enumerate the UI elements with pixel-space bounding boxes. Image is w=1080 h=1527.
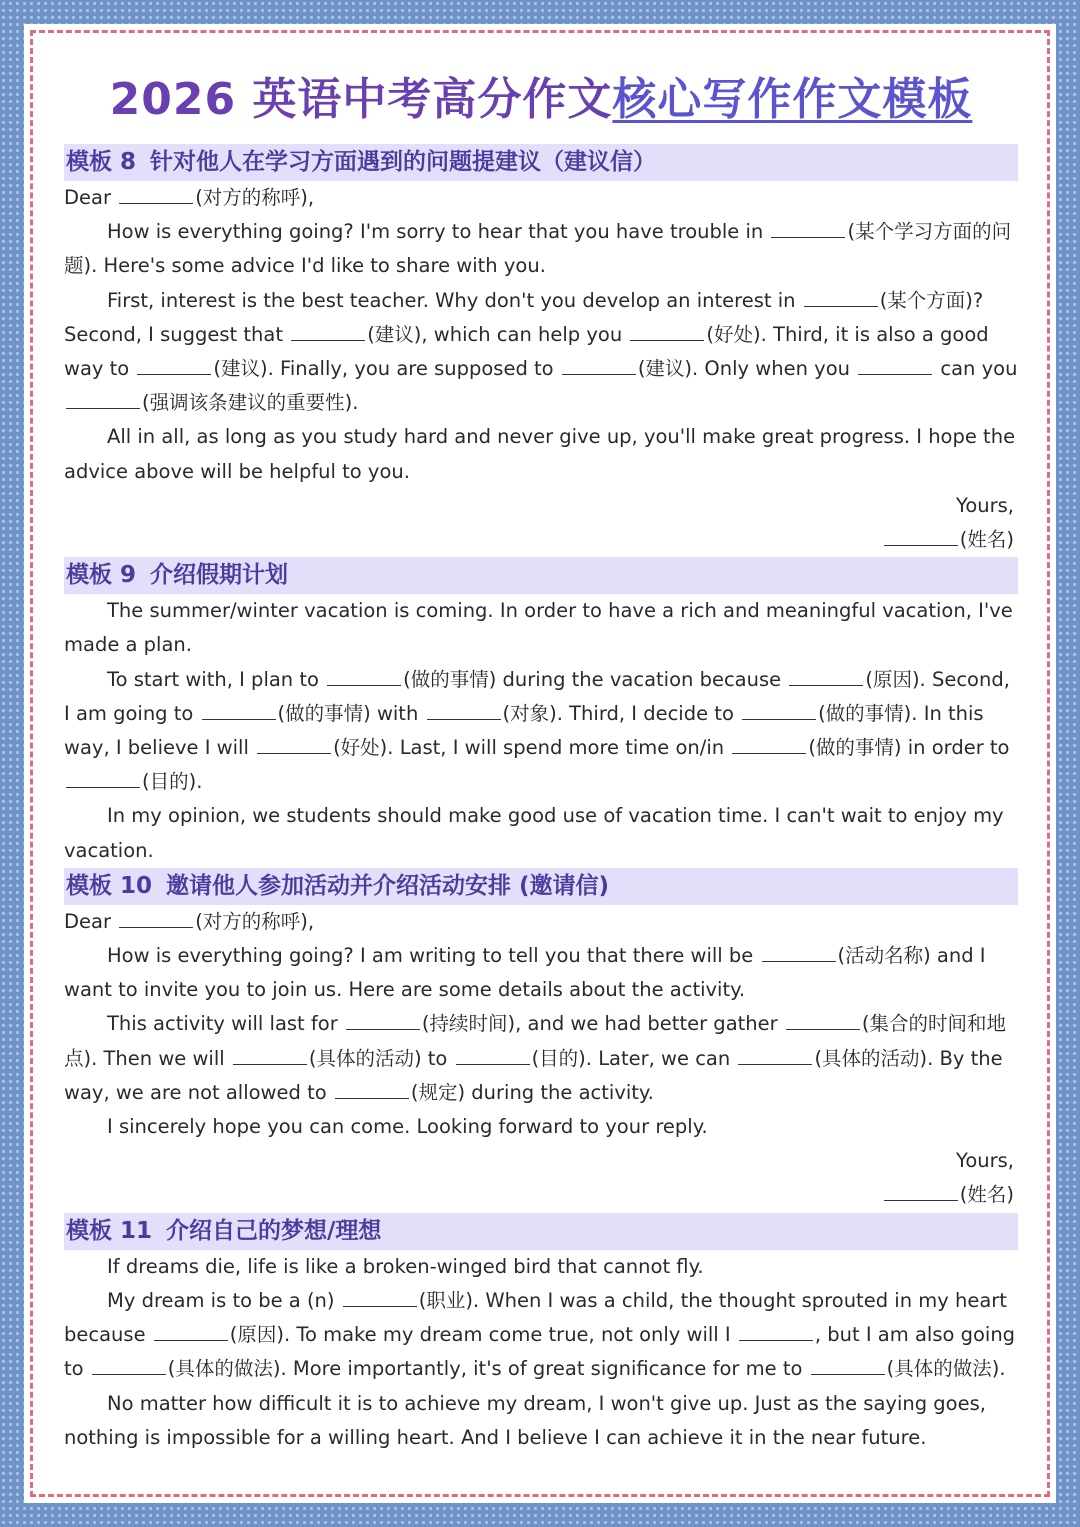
blank-line bbox=[66, 769, 140, 788]
text: How is everything going? I am writing to tell you that there will be bbox=[107, 944, 760, 968]
blank-line bbox=[291, 322, 365, 341]
text: (具体的做法). bbox=[886, 1357, 1006, 1381]
text: (强调该条建议的重要性). bbox=[142, 391, 359, 415]
text: My dream is to be a (n) bbox=[107, 1288, 341, 1312]
template-label: 模板 10 bbox=[66, 872, 153, 899]
blank-line bbox=[739, 1322, 813, 1341]
blank-line bbox=[346, 1011, 420, 1030]
paragraph: No matter how difficult it is to achieve my dream, I won't give up. Just as the saying goes, nothing is impossible for a willing heart. And I believe I can achieve it in the near future. bbox=[64, 1391, 986, 1449]
signature-text: (姓名) bbox=[959, 528, 1014, 552]
blank-line bbox=[789, 667, 863, 686]
blank-line bbox=[858, 356, 932, 375]
blank-line bbox=[92, 1356, 166, 1375]
blank-line bbox=[884, 1182, 958, 1201]
greeting bbox=[64, 181, 1018, 215]
template-label: 模板 8 bbox=[66, 149, 137, 175]
text: (原因). Second, I am going to bbox=[64, 667, 1010, 725]
greeting-pre: Dear bbox=[64, 909, 118, 933]
blank-line bbox=[804, 288, 878, 307]
text: (建议). Finally, you are supposed to bbox=[213, 357, 560, 381]
paragraph: If dreams die, life is like a broken-winged bird that cannot fly. bbox=[107, 1254, 704, 1278]
blank-line bbox=[327, 667, 401, 686]
template-11 bbox=[64, 1213, 1018, 1455]
text: (做的事情). In this way, I believe I will bbox=[64, 701, 984, 760]
blank-line bbox=[742, 701, 816, 720]
paragraph bbox=[64, 284, 1018, 421]
signature bbox=[64, 1178, 1018, 1212]
text: (持续时间), and we had better gather bbox=[421, 1012, 784, 1036]
text: (原因). To make my dream come true, not only will I bbox=[229, 1323, 737, 1347]
text: (好处). Last, I will spend more time on/in bbox=[333, 736, 731, 760]
template-heading: 介绍假期计划 bbox=[150, 562, 289, 589]
page-sheet bbox=[24, 24, 1056, 1503]
blank-line bbox=[257, 735, 331, 754]
blank-line bbox=[884, 527, 958, 546]
signature-text: (姓名) bbox=[959, 1183, 1014, 1207]
text: (某个方面)? Second, I suggest that bbox=[64, 288, 984, 346]
title-highlight: 核心写作作文模板 bbox=[612, 74, 973, 125]
blank-line bbox=[119, 185, 193, 204]
blank-line bbox=[233, 1046, 307, 1065]
text: can you bbox=[934, 357, 1018, 381]
paragraph: The summer/winter vacation is coming. In order to have a rich and meaningful vacation, I've made a plan. bbox=[64, 599, 1013, 657]
blank-line bbox=[456, 1046, 530, 1065]
blank-line bbox=[786, 1011, 860, 1030]
text: (建议). Only when you bbox=[637, 357, 857, 381]
blank-line bbox=[119, 909, 193, 928]
text: , but I am also going to bbox=[64, 1323, 1016, 1381]
blank-line bbox=[343, 1288, 417, 1307]
text: (目的). Later, we can bbox=[531, 1046, 737, 1070]
blank-line bbox=[771, 219, 845, 238]
section-heading bbox=[64, 557, 1018, 594]
paragraph bbox=[64, 1284, 1018, 1387]
text: (活动名称) and I want to invite you to join us. Here are some details about the activity. bbox=[64, 944, 986, 1002]
text: To start with, I plan to bbox=[107, 667, 326, 691]
greeting-post: (对方的称呼), bbox=[195, 909, 315, 933]
text: This activity will last for bbox=[107, 1012, 344, 1036]
blank-line bbox=[66, 390, 140, 409]
template-heading: 介绍自己的梦想/理想 bbox=[166, 1217, 382, 1244]
text: (目的). bbox=[142, 770, 203, 794]
blank-line bbox=[154, 1322, 228, 1341]
blank-line bbox=[811, 1356, 885, 1375]
section-heading bbox=[64, 144, 1018, 181]
text: (做的事情) during the vacation because bbox=[403, 667, 788, 691]
greeting bbox=[64, 905, 1018, 939]
template-8 bbox=[64, 144, 1018, 557]
blank-line bbox=[202, 701, 276, 720]
blank-line bbox=[762, 943, 836, 962]
text: How is everything going? I'm sorry to hear that you have trouble in bbox=[107, 220, 770, 244]
title-main: 2026 英语中考高分作文 bbox=[109, 74, 613, 125]
blank-line bbox=[427, 701, 501, 720]
text: (做的事情) in order to bbox=[808, 736, 1010, 760]
text: (具体的活动) to bbox=[308, 1046, 454, 1070]
text: (具体的活动). By the way, we are not allowed to bbox=[64, 1046, 1003, 1104]
blank-line bbox=[738, 1046, 812, 1065]
blank-line bbox=[732, 735, 806, 754]
text: (某个学习方面的问题). Here's some advice I'd like to share with you. bbox=[64, 220, 1012, 278]
closing: Yours, bbox=[956, 1149, 1014, 1173]
template-label: 模板 11 bbox=[66, 1217, 153, 1244]
blank-line bbox=[137, 356, 211, 375]
section-heading bbox=[64, 868, 1018, 905]
paragraph bbox=[64, 215, 1018, 283]
paragraph: I sincerely hope you can come. Looking forward to your reply. bbox=[107, 1115, 708, 1139]
template-10 bbox=[64, 868, 1018, 1213]
text: First, interest is the best teacher. Why don't you develop an interest in bbox=[107, 288, 802, 312]
greeting-post: (对方的称呼), bbox=[195, 186, 315, 209]
text: (具体的做法). More importantly, it's of great significance for me to bbox=[167, 1357, 809, 1381]
text: (对象). Third, I decide to bbox=[502, 701, 741, 725]
content bbox=[64, 70, 1018, 1455]
blank-line bbox=[562, 356, 636, 375]
template-label: 模板 9 bbox=[66, 562, 137, 589]
template-9 bbox=[64, 557, 1018, 868]
text: (职业). When I was a child, the thought sprouted in my heart because bbox=[64, 1288, 1007, 1347]
greeting-pre: Dear bbox=[64, 186, 118, 209]
template-heading: 邀请他人参加活动并介绍活动安排 (邀请信) bbox=[166, 872, 610, 899]
paragraph bbox=[64, 663, 1018, 800]
text: (做的事情) with bbox=[277, 701, 425, 725]
blank-line bbox=[335, 1080, 409, 1099]
template-heading: 针对他人在学习方面遇到的问题提建议（建议信） bbox=[150, 149, 657, 175]
blank-line bbox=[630, 322, 704, 341]
paragraph bbox=[64, 939, 1018, 1007]
closing: Yours, bbox=[956, 493, 1014, 517]
paragraph: All in all, as long as you study hard and never give up, you'll make great progress. I hope the advice above will be helpful to you. bbox=[64, 425, 1016, 483]
page-title bbox=[64, 70, 1018, 130]
paragraph: In my opinion, we students should make good use of vacation time. I can't wait to enjoy my vacation. bbox=[64, 804, 1004, 862]
text: (规定) during the activity. bbox=[410, 1080, 654, 1104]
text: (建议), which can help you bbox=[367, 322, 629, 346]
signature bbox=[64, 523, 1018, 557]
text: (好处). Third, it is also a good way to bbox=[64, 322, 989, 381]
text: (集合的时间和地点). Then we will bbox=[64, 1012, 1006, 1070]
section-heading bbox=[64, 1213, 1018, 1250]
paragraph bbox=[64, 1007, 1018, 1110]
